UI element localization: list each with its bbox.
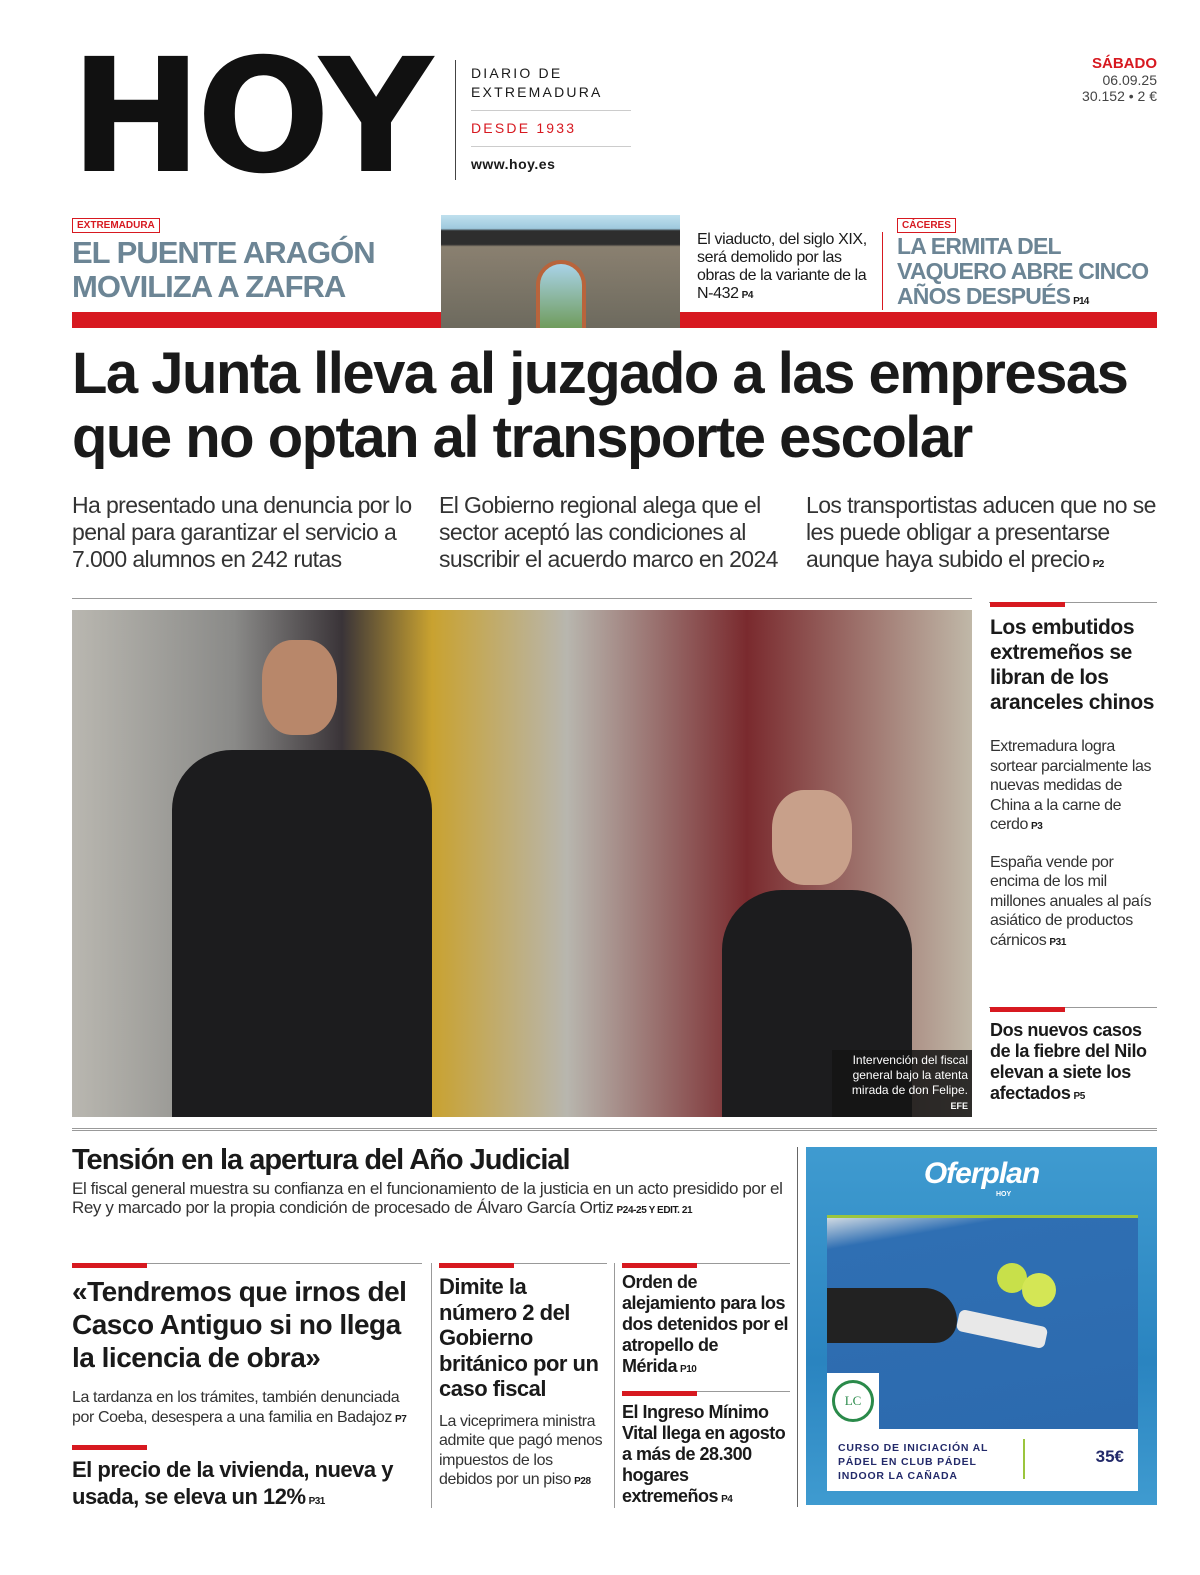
lead-headline[interactable]: La Junta lleva al juzgado a las empresas que no optan al transporte escolar — [72, 341, 1128, 470]
oferplan-ad[interactable]: Oferplan HOY LC CURSO DE INICIACIÓN AL PÁDEL EN CLUB PÁDEL INDOOR LA CAÑADA 35€ — [806, 1147, 1157, 1505]
since: DESDE 1933 — [471, 120, 577, 136]
main-photo — [72, 610, 972, 1117]
teaser-title: EL PUENTE ARAGÓN MOVILIZA A ZAFRA — [72, 235, 375, 304]
teaser-puente[interactable] — [72, 215, 432, 304]
date: 06.09.25 — [1102, 72, 1157, 88]
oferplan-logo: Oferplan — [923, 1157, 1040, 1190]
divider — [431, 1263, 432, 1508]
side-story-embutidos[interactable]: Los embutidos extremeños se libran de los aranceles chinos Extremadura logra sortear parcialmente las nuevas medidas de China a la carne de cerdo P3 España vende por encima de los mil millones anuales al país asiático de productos cárnicos P31 — [990, 602, 1158, 952]
divider — [72, 1128, 1157, 1131]
story-imv[interactable]: El Ingreso Mínimo Vital llega en agosto a más de 28.300 hogares extremeños P4 — [622, 1391, 790, 1510]
day: SÁBADO — [1091, 55, 1157, 72]
divider — [797, 1147, 798, 1507]
story-casco-antiguo[interactable]: «Tendremos que irnos del Casco Antiguo si no llega la licencia de obra» La tardanza en los trámites, también denunciada por Coeba, desespera a una familia en Badajoz P7 — [72, 1263, 422, 1429]
speaker-figure — [172, 750, 432, 1117]
lead-subhead: Ha presentado una denuncia por lo penal para garantizar el servicio a 7.000 alumnos en 242 rutas — [72, 492, 412, 572]
page-ref: P2 — [1092, 559, 1104, 570]
subtitle: DIARIO DE — [471, 65, 563, 81]
number-price: 30.152 • 2 € — [1082, 88, 1157, 104]
divider — [882, 232, 883, 310]
lead-subhead: Los transportistas aducen que no se les puede obligar a presentarse aunque haya subido el precio — [806, 492, 1156, 572]
masthead-info — [471, 64, 631, 174]
story-dimite[interactable]: Dimite la número 2 del Gobierno británico por un caso fiscal La viceprimera ministra admite que pagó menos impuestos de los debidos por un piso P28 — [439, 1263, 607, 1492]
speaker-head — [262, 640, 337, 735]
side-story-nilo[interactable]: Dos nuevos casos de la fiebre del Nilo elevan a siete los afectados P5 — [990, 1007, 1158, 1107]
viaduct-photo — [441, 215, 680, 328]
teaser-ermita[interactable]: CÁCERES LA ERMITA DEL VAQUERO ABRE CINCO AÑOS DESPUÉS P14 — [897, 220, 1149, 309]
divider — [455, 60, 456, 180]
section-tag: EXTREMADURA — [72, 218, 160, 233]
edition-info — [1082, 56, 1157, 104]
hoy-logo: HOY — [70, 25, 428, 209]
teaser-viaducto[interactable]: El viaducto, del siglo XIX, será demolido por las obras de la variante de la N-432 P4 — [697, 231, 867, 302]
club-logo: LC — [827, 1373, 879, 1429]
divider — [72, 598, 972, 599]
story-atropello[interactable]: Orden de alejamiento para los dos detenidos por el atropello de Mérida P10 — [622, 1263, 790, 1380]
ad-offer: CURSO DE INICIACIÓN AL PÁDEL EN CLUB PÁDEL INDOOR LA CAÑADA 35€ — [827, 1429, 1138, 1491]
subtitle: EXTREMADURA — [471, 84, 603, 100]
lead-subhead: El Gobierno regional alega que el sector aceptó las condiciones al suscribir el acuerdo marco en 2024 — [439, 492, 778, 572]
price: 35€ — [1095, 1447, 1124, 1466]
website-link[interactable]: www.hoy.es — [471, 156, 556, 172]
story-vivienda[interactable]: El precio de la vivienda, nueva y usada, se eleva un 12% P31 — [72, 1445, 422, 1515]
section-tag: CÁCERES — [897, 218, 956, 233]
king-head — [772, 790, 852, 885]
judicial-story[interactable]: Tensión en la apertura del Año Judicial El fiscal general muestra su confianza en el funcionamiento de la justicia en un acto presidido por el Rey y marcado por la propia condición de procesado de Álvaro García Ortiz P24-25 Y EDIT. 21 — [72, 1144, 783, 1217]
photo-caption: Intervención del fiscal general bajo la atenta mirada de don Felipe. EFE — [832, 1050, 972, 1117]
divider — [614, 1263, 615, 1508]
